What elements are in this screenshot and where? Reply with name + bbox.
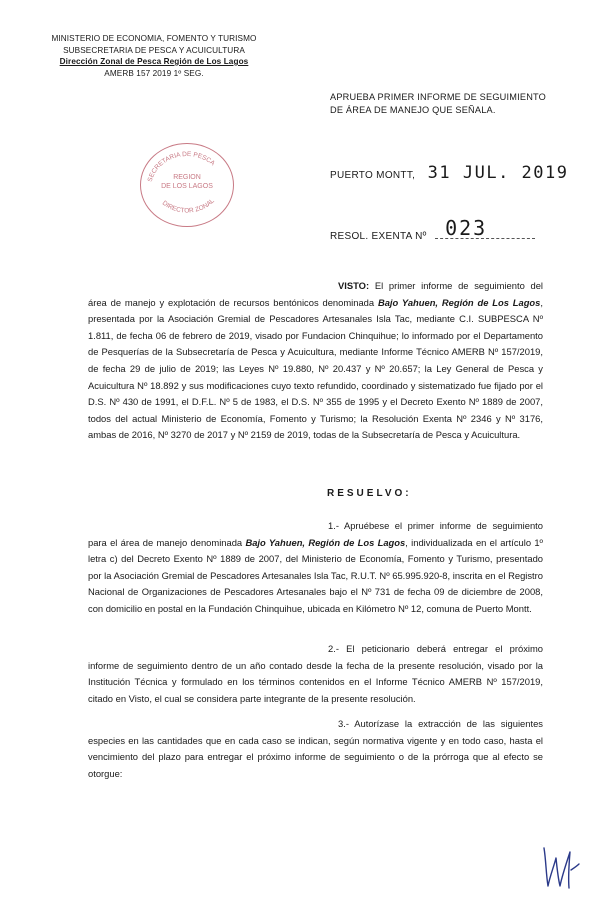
article-1-area-name: Bajo Yahuen, Región de Los Lagos [245,536,406,548]
header-subsecretaria: SUBSECRETARIA DE PESCA Y ACUICULTURA [63,45,245,55]
stamp-center-region: REGION [173,174,201,181]
article-1-text-2: , individualizada en el artículo 1º letra c) del Decreto Exento Nº 1889 de 2007, del Ministerio de Economía, Fomento y Turismo, presentado por la Asociación Gremial de Pescadores Artesanales Isla Tac, R.U.T. Nº 65.995.920-8, inscrita en el Registro Nacional de Organizaciones de Pescadores Artesanales bajo el Nº 731 de fecha 09 de diciembre de 2008, con domicilio en postal en la Fundación Chinquihue, ubicada en Kilómetro Nº 12, comuna de Puerto Montt. [88,536,543,614]
place-label: PUERTO MONTT, [330,170,416,181]
place-and-date [330,163,569,183]
resolution-number-line [330,216,535,244]
resolution-number: 023 [445,216,488,240]
visto-text-2: , presentada por la Asociación Gremial de Pescadores Artesanales Isla Tac, mediante C.I. SUBPESCA Nº 1.811, de fecha 06 de febrero de 2019, visado por Fundacion Chinquihue; lo informado por el Departamento de Pesquerías de la Subsecretaría de Pesca y Acuicultura, mediante Informe Técnico AMERB Nº 157/2019, de fecha 29 de julio de 2019; las Leyes Nº 19.880, Nº 20.437 y Nº 20.657; la Ley General de Pesca y Acuicultura Nº 18.892 y sus modificaciones cuyo texto refundido, coordinado y sistematizado fue fijado por el D.S. Nº 430 de 1991, el D.F.L. Nº 5 de 1983, el D.S. Nº 355 de 1995 y el Decreto Exento Nº 1889 de 2007, todos del actual Ministerio de Economía, Fomento y Turismo; la Resolución Exenta Nº 2346 y Nº 3176, ambas de 2016, Nº 3270 de 2017 y Nº 2159 de 2019, todas de la Subsecretaría de Pesca y Acuicultura. [88,296,543,441]
resolution-subject: APRUEBA PRIMER INFORME DE SEGUIMIENTO DE ÁREA DE MANEJO QUE SEÑALA. [330,92,547,115]
article-1-paragraph [88,518,543,618]
header-reference: AMERB 157 2019 1º SEG. [104,68,204,78]
handwritten-initials [538,840,582,897]
svg-text:SECRETARIA DE PESCA: SECRETARIA DE PESCA [146,150,216,183]
visto-paragraph [88,278,543,444]
header-ministry: MINISTERIO DE ECONOMIA, FOMENTO Y TURISMO [51,34,257,43]
visto-text-1: El primer informe de seguimiento del área de manejo y explotación de recursos bentónicos denominada [88,280,543,308]
issuer-header [44,33,264,79]
article-2-text: 2.- El peticionario deberá entregar el próximo informe de seguimiento dentro de un año contado desde la fecha de la presente resolución, visado por la Institución Técnica y formulado en los términos contenidos en el Informe Técnico AMERB Nº 157/2019, citado en Visto, el cual se considera parte integrante de la presente resolución. [88,643,543,704]
resuelvo-heading: RESUELVO: [327,488,412,499]
official-stamp [140,143,234,227]
visto-area-name: Bajo Yahuen, Región de Los Lagos [377,296,541,308]
resolution-number-blank [435,216,535,240]
svg-text:DIRECTOR ZONAL: DIRECTOR ZONAL [160,197,216,215]
article-3-text: 3.- Autorízase la extracción de las siguientes especies en las cantidades que en cada caso se indican, según normativa vigente y en todo caso, hasta el vencimiento del plazo para entregar el próximo informe de seguimiento o de la prórroga que al efecto se otorgue: [88,718,543,779]
visto-label: VISTO: [338,280,370,291]
header-direccion-zonal: Dirección Zonal de Pesca Región de Los Lagos [59,57,249,66]
article-3-paragraph [88,716,543,782]
article-2-paragraph [88,641,543,707]
date-stamp: 31 JUL. 2019 [427,163,569,183]
stamp-center-lagos: DE LOS LAGOS [161,183,213,190]
resolution-label: RESOL. EXENTA Nº [330,231,427,242]
article-1-text-1: 1.- Apruébese el primer informe de seguimiento para el área de manejo denominada [88,520,543,548]
